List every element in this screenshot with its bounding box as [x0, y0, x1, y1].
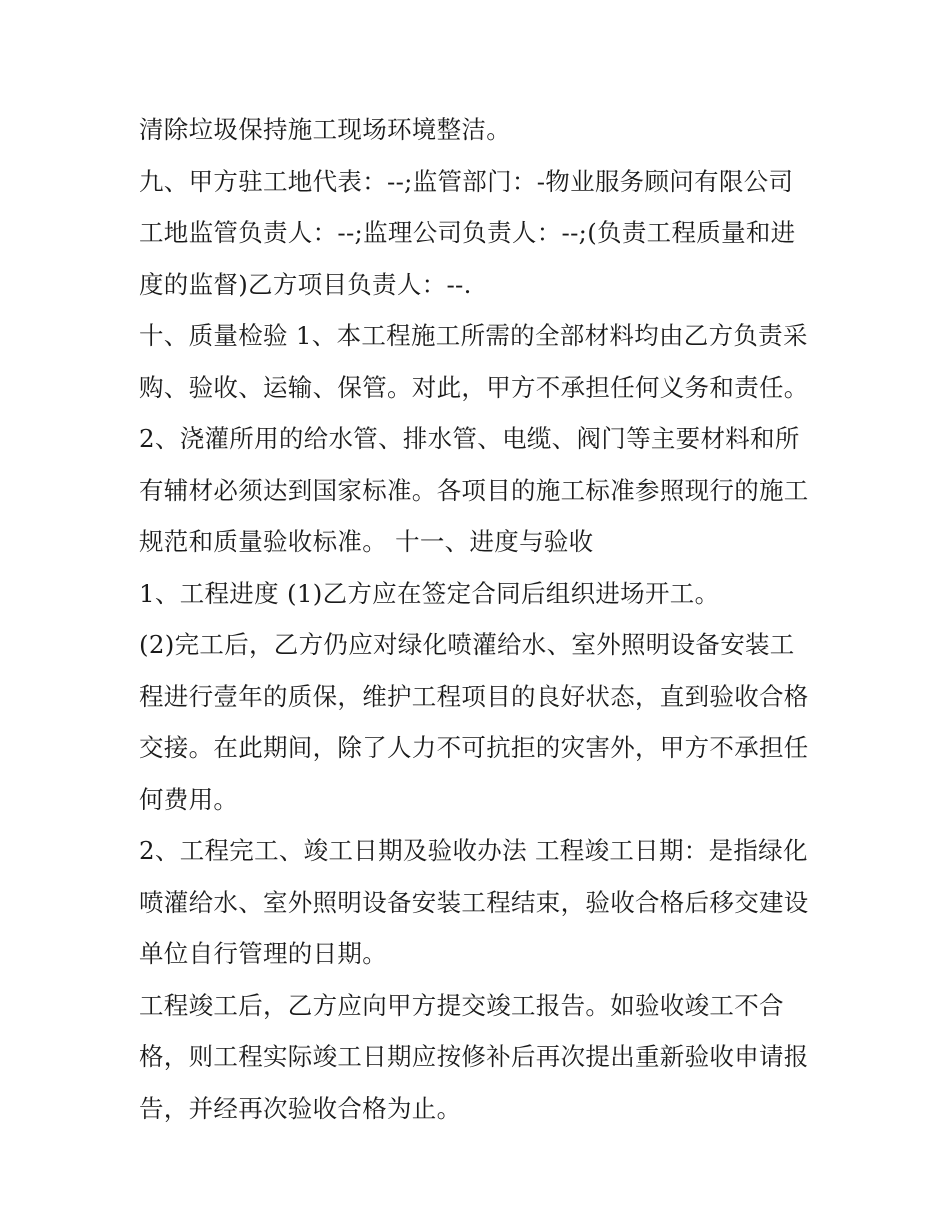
text-line: 喷灌给水、室外照明设备安装工程结束，验收合格后移交建设 — [139, 887, 809, 917]
text-line: 单位自行管理的日期。 — [139, 939, 387, 968]
text-line: 工地监管负责人：--;监理公司负责人：--;(负责工程质量和进 — [139, 218, 796, 247]
document-body — [139, 104, 829, 1134]
text-line: (2)完工后，乙方仍应对绿化喷灌给水、室外照明设备安装工 — [139, 630, 795, 659]
text-line: 何费用。 — [139, 784, 239, 814]
text-line: 有辅材必须达到国家标准。各项目的施工标准参照现行的施工 — [139, 475, 809, 505]
text-line: 购、验收、运输、保管。对此，甲方不承担任何义务和责任。 — [139, 372, 809, 402]
text-line: 度的监督)乙方项目负责人：--. — [139, 269, 472, 299]
text-line: 清除垃圾保持施工现场环境整洁。 — [139, 115, 511, 144]
text-line: 程进行壹年的质保，维护工程项目的良好状态，直到验收合格 — [139, 681, 809, 711]
text-line: 九、甲方驻工地代表：--;监管部门：-物业服务顾问有限公司 — [139, 166, 794, 196]
text-line: 交接。在此期间，除了人力不可抗拒的灾害外，甲方不承担任 — [139, 733, 809, 762]
text-line: 告，并经再次验收合格为止。 — [139, 1093, 462, 1123]
text-line: 规范和质量验收标准。 十一、进度与验收 — [139, 527, 594, 556]
text-line: 格，则工程实际竣工日期应按修补后再次提出重新验收申请报 — [139, 1042, 809, 1071]
text-line: 十、质量检验 1、本工程施工所需的全部材料均由乙方负责采 — [139, 321, 808, 350]
text-line: 2、浇灌所用的给水管、排水管、电缆、阀门等主要材料和所 — [139, 424, 800, 453]
text-line: 工程竣工后，乙方应向甲方提交竣工报告。如验收竣工不合 — [139, 990, 784, 1020]
text-line: 2、工程完工、竣工日期及验收办法 工程竣工日期：是指绿化 — [139, 836, 808, 865]
text-line: 1、工程进度 (1)乙方应在签定合同后组织进场开工。 — [139, 578, 720, 608]
